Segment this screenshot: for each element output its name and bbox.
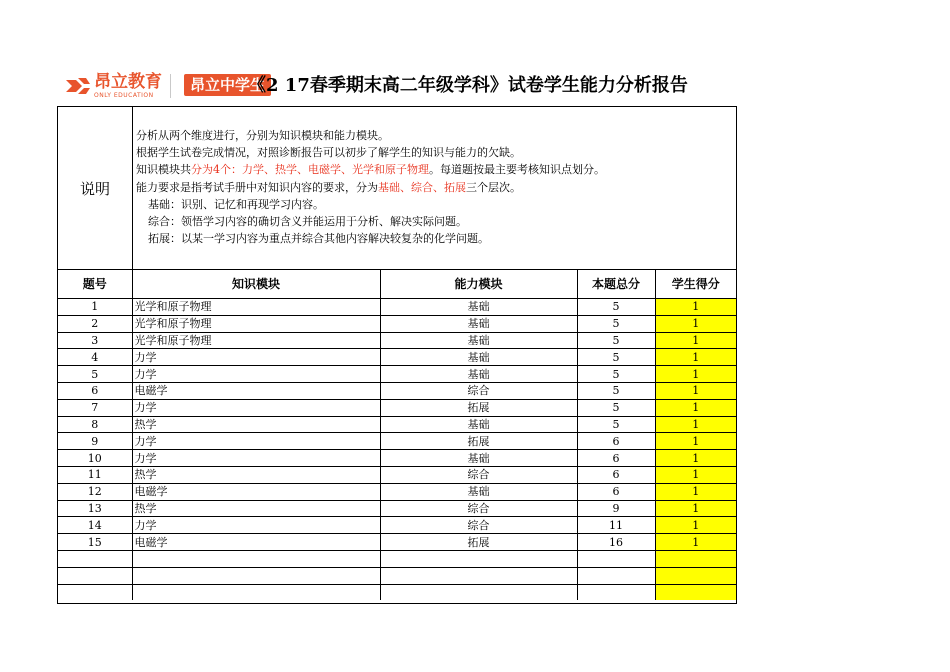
ability-module-cell: 综合 xyxy=(380,382,577,399)
question-number-cell: 4 xyxy=(58,349,132,366)
knowledge-module-cell: 光学和原子物理 xyxy=(132,332,380,349)
knowledge-module-cell: 力学 xyxy=(132,433,380,450)
question-number-cell: 7 xyxy=(58,399,132,416)
table-row xyxy=(58,399,736,416)
knowledge-module-cell: 电磁学 xyxy=(132,382,380,399)
student-score-cell: 1 xyxy=(655,534,736,551)
explanation-line: 拓展：以某一学习内容为重点并综合其他内容解决较复杂的化学问题。 xyxy=(148,232,489,246)
student-score-cell: 1 xyxy=(655,466,736,483)
total-score-cell: 5 xyxy=(577,382,655,399)
score-table xyxy=(58,269,736,600)
explanation-line: 根据学生试卷完成情况，对照诊断报告可以初步了解学生的知识与能力的欠缺。 xyxy=(136,146,521,160)
question-number-cell: 2 xyxy=(58,315,132,332)
student-score-cell: 1 xyxy=(655,382,736,399)
table-header-row xyxy=(58,269,736,299)
text-segment: 能力要求是指考试手册中对知识内容的要求，分为 xyxy=(136,180,378,194)
ability-module-cell: 基础 xyxy=(380,315,577,332)
report-sheet xyxy=(57,106,737,604)
explanation-line xyxy=(136,161,605,178)
knowledge-module-cell xyxy=(132,550,380,567)
header-total-score: 本题总分 xyxy=(577,269,655,299)
ability-module-cell: 拓展 xyxy=(380,534,577,551)
student-score-cell: 1 xyxy=(655,349,736,366)
explanation-line: 综合：领悟学习内容的确切含义并能运用于分析、解决实际问题。 xyxy=(148,215,467,229)
total-score-cell: 5 xyxy=(577,366,655,383)
student-score-cell: 1 xyxy=(655,332,736,349)
explanation-line: 基础：识别、记忆和再现学习内容。 xyxy=(148,197,324,211)
student-score-cell: 1 xyxy=(655,500,736,517)
student-score-cell xyxy=(655,550,736,567)
student-score-cell: 1 xyxy=(655,450,736,467)
student-score-cell: 1 xyxy=(655,399,736,416)
explanation-line: 分析从两个维度进行，分别为知识模块和能力模块。 xyxy=(136,129,389,142)
knowledge-module-cell: 力学 xyxy=(132,366,380,383)
knowledge-module-cell: 电磁学 xyxy=(132,483,380,500)
student-score-cell: 1 xyxy=(655,366,736,383)
table-row xyxy=(58,299,736,316)
total-score-cell xyxy=(577,567,655,584)
knowledge-module-cell: 热学 xyxy=(132,500,380,517)
ability-module-cell: 拓展 xyxy=(380,399,577,416)
table-row xyxy=(58,466,736,483)
report-header xyxy=(62,68,742,104)
question-number-cell xyxy=(58,550,132,567)
table-row xyxy=(58,366,736,383)
question-number-cell: 9 xyxy=(58,433,132,450)
header-ability-module: 能力模块 xyxy=(380,269,577,299)
ability-module-cell: 基础 xyxy=(380,450,577,467)
total-score-cell: 6 xyxy=(577,483,655,500)
ability-module-cell xyxy=(380,584,577,600)
sub-brand-badge: 昂立中学生 xyxy=(184,74,271,96)
total-score-cell: 5 xyxy=(577,332,655,349)
table-row xyxy=(58,517,736,534)
brand-name-en: ONLY EDUCATION xyxy=(94,91,154,99)
ability-module-cell: 基础 xyxy=(380,332,577,349)
ability-module-cell: 拓展 xyxy=(380,433,577,450)
brand-logo-icon xyxy=(62,74,92,98)
text-segment: 三个层次。 xyxy=(466,180,521,194)
ability-module-cell xyxy=(380,550,577,567)
ability-module-cell: 基础 xyxy=(380,483,577,500)
header-knowledge-module: 知识模块 xyxy=(132,269,380,299)
ability-module-cell: 基础 xyxy=(380,349,577,366)
text-segment: 。每道题按最主要考核知识点划分。 xyxy=(429,163,605,177)
ability-module-cell: 基础 xyxy=(380,366,577,383)
question-number-cell: 12 xyxy=(58,483,132,500)
ability-module-cell: 基础 xyxy=(380,299,577,316)
table-row xyxy=(58,450,736,467)
total-score-cell xyxy=(577,550,655,567)
question-number-cell: 13 xyxy=(58,500,132,517)
knowledge-module-cell: 热学 xyxy=(132,416,380,433)
question-number-cell: 6 xyxy=(58,382,132,399)
question-number-cell xyxy=(58,567,132,584)
table-row xyxy=(58,483,736,500)
total-score-cell: 5 xyxy=(577,299,655,316)
knowledge-module-cell xyxy=(132,567,380,584)
question-number-cell: 8 xyxy=(58,416,132,433)
student-score-cell xyxy=(655,584,736,600)
explanation-section xyxy=(58,107,736,270)
total-score-cell xyxy=(577,584,655,600)
total-score-cell: 16 xyxy=(577,534,655,551)
knowledge-modules-highlight: 分为4个：力学、热学、电磁学、光学和原子物理 xyxy=(191,163,429,177)
question-number-cell xyxy=(58,584,132,600)
knowledge-module-cell: 热学 xyxy=(132,466,380,483)
brand-logo xyxy=(62,72,162,100)
table-row xyxy=(58,567,736,584)
explanation-line xyxy=(136,179,605,196)
question-number-cell: 11 xyxy=(58,466,132,483)
explanation-label: 说明 xyxy=(58,107,133,269)
question-number-cell: 10 xyxy=(58,450,132,467)
ability-module-cell: 综合 xyxy=(380,466,577,483)
total-score-cell: 5 xyxy=(577,349,655,366)
question-number-cell: 5 xyxy=(58,366,132,383)
page-title: 《2 17春季期末高二年级学科》试卷学生能力分析报告 xyxy=(248,75,688,96)
table-row xyxy=(58,416,736,433)
question-number-cell: 14 xyxy=(58,517,132,534)
header-student-score: 学生得分 xyxy=(655,269,736,299)
total-score-cell: 6 xyxy=(577,433,655,450)
ability-module-cell: 基础 xyxy=(380,416,577,433)
ability-module-cell xyxy=(380,567,577,584)
student-score-cell: 1 xyxy=(655,416,736,433)
knowledge-module-cell xyxy=(132,584,380,600)
header-question-number: 题号 xyxy=(58,269,132,299)
knowledge-module-cell: 力学 xyxy=(132,349,380,366)
brand-name-cn: 昂立教育 xyxy=(94,71,162,92)
student-score-cell xyxy=(655,567,736,584)
student-score-cell: 1 xyxy=(655,517,736,534)
total-score-cell: 6 xyxy=(577,450,655,467)
question-number-cell: 1 xyxy=(58,299,132,316)
ability-levels-highlight: 基础、综合、拓展 xyxy=(378,180,466,194)
explanation-text xyxy=(136,127,605,247)
table-row xyxy=(58,332,736,349)
student-score-cell: 1 xyxy=(655,315,736,332)
table-row xyxy=(58,433,736,450)
knowledge-module-cell: 力学 xyxy=(132,399,380,416)
ability-module-cell: 综合 xyxy=(380,517,577,534)
ability-module-cell: 综合 xyxy=(380,500,577,517)
knowledge-module-cell: 力学 xyxy=(132,450,380,467)
knowledge-module-cell: 力学 xyxy=(132,517,380,534)
knowledge-module-cell: 电磁学 xyxy=(132,534,380,551)
table-row xyxy=(58,584,736,600)
total-score-cell: 5 xyxy=(577,399,655,416)
question-number-cell: 3 xyxy=(58,332,132,349)
total-score-cell: 6 xyxy=(577,466,655,483)
student-score-cell: 1 xyxy=(655,483,736,500)
student-score-cell: 1 xyxy=(655,433,736,450)
knowledge-module-cell: 光学和原子物理 xyxy=(132,315,380,332)
total-score-cell: 11 xyxy=(577,517,655,534)
table-row xyxy=(58,349,736,366)
table-row xyxy=(58,550,736,567)
knowledge-module-cell: 光学和原子物理 xyxy=(132,299,380,316)
table-row xyxy=(58,382,736,399)
total-score-cell: 5 xyxy=(577,416,655,433)
question-number-cell: 15 xyxy=(58,534,132,551)
table-row xyxy=(58,534,736,551)
student-score-cell: 1 xyxy=(655,299,736,316)
total-score-cell: 5 xyxy=(577,315,655,332)
total-score-cell: 9 xyxy=(577,500,655,517)
text-segment: 知识模块共 xyxy=(136,163,191,177)
table-row xyxy=(58,315,736,332)
logo-divider xyxy=(170,74,171,98)
table-row xyxy=(58,500,736,517)
